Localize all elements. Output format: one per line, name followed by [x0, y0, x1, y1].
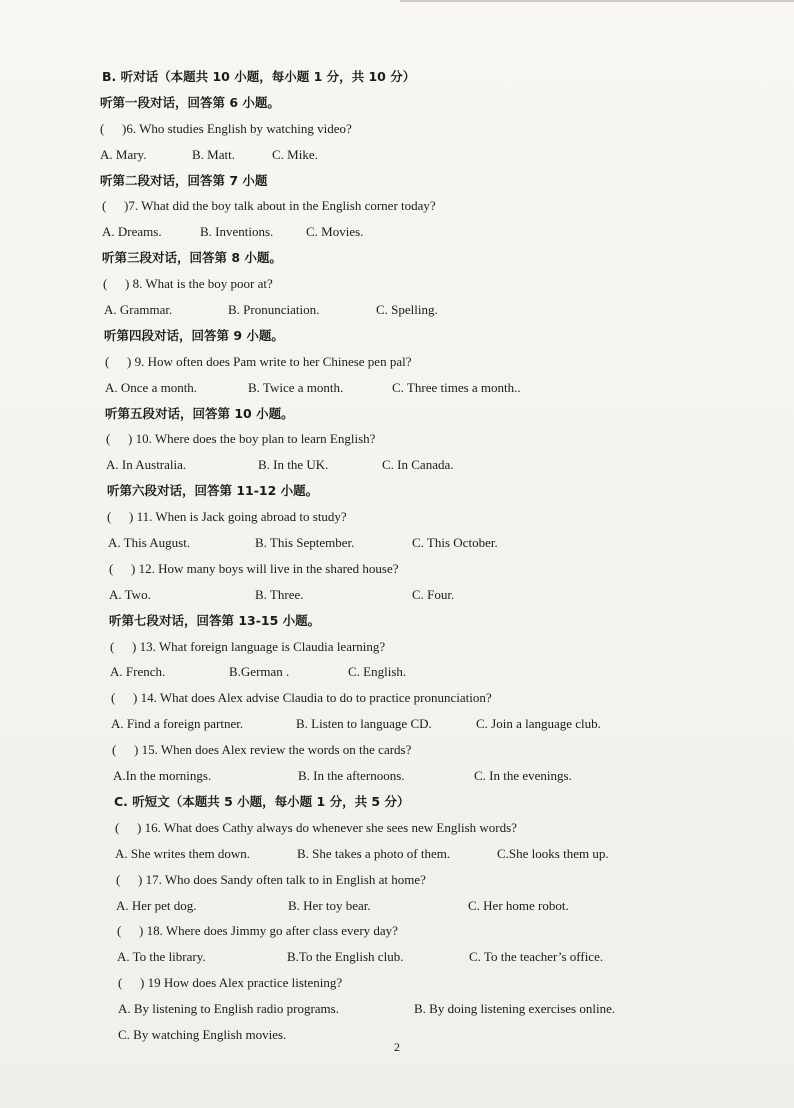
answer-option: B. By doing listening exercises online. — [414, 1001, 616, 1017]
section-heading: C. 听短文（本题共 5 小题，每小题 1 分，共 5 分） — [114, 793, 410, 809]
answer-blank[interactable]: ( — [118, 975, 123, 991]
scan-edge-line — [400, 0, 794, 2]
answer-option: B. Pronunciation. — [228, 302, 320, 318]
answer-option: B. In the afternoons. — [298, 768, 405, 784]
answer-options — [117, 944, 660, 970]
section-heading: 听第四段对话，回答第 9 小题。 — [104, 327, 284, 343]
question-text: ) 16. What does Cathy always do whenever she sees new English words? — [137, 819, 517, 835]
question-text: ) 10. Where does the boy plan to learn English? — [128, 431, 376, 447]
answer-blank[interactable]: ( — [105, 353, 110, 369]
question-stem — [111, 685, 660, 711]
answer-option: C. Three times a month.. — [392, 379, 521, 395]
answer-blank[interactable]: ( — [109, 560, 114, 576]
section-heading: B. 听对话（本题共 10 小题，每小题 1 分，共 10 分） — [102, 69, 416, 84]
answer-option: B. Her toy bear. — [288, 897, 371, 913]
answer-blank[interactable]: ( — [111, 690, 116, 706]
section-heading: 听第三段对话，回答第 8 小题。 — [102, 250, 282, 266]
page-number: 2 — [394, 1040, 400, 1054]
answer-options — [116, 893, 660, 919]
answer-option: C. To the teacher’s office. — [469, 949, 604, 965]
answer-option: C. In the evenings. — [474, 768, 572, 784]
section-heading: 听第五段对话，回答第 10 小题。 — [105, 405, 294, 421]
question-stem — [103, 271, 660, 297]
answer-option: B. This September. — [255, 535, 355, 551]
answer-option: C. Spelling. — [376, 302, 438, 318]
answer-option: A. Her pet dog. — [116, 897, 197, 913]
answer-option: A. Find a foreign partner. — [111, 716, 244, 732]
answer-option: C. Join a language club. — [476, 716, 601, 732]
answer-option: A. Dreams. — [102, 224, 162, 240]
answer-options — [108, 530, 660, 556]
listening-section — [100, 64, 660, 1048]
answer-option: C.She looks them up. — [497, 845, 609, 861]
question-text: ) 18. Where does Jimmy go after class every day? — [139, 923, 398, 939]
question-stem — [102, 193, 660, 219]
answer-option: C. This October. — [412, 535, 498, 551]
answer-option: C. Mike. — [272, 146, 318, 162]
answer-option: B. Matt. — [192, 146, 235, 162]
question-stem — [112, 737, 660, 763]
question-stem — [116, 867, 660, 893]
answer-options — [118, 996, 660, 1022]
answer-option: A.In the mornings. — [113, 768, 212, 784]
answer-option: B.To the English club. — [287, 949, 404, 965]
section-heading: 听第二段对话，回答第 7 小题 — [100, 172, 268, 188]
answer-blank[interactable]: ( — [103, 276, 108, 292]
answer-option: C. English. — [348, 664, 407, 680]
section-heading: 听第一段对话，回答第 6 小题。 — [100, 94, 280, 110]
answer-options — [110, 659, 660, 685]
answer-option: C. By watching English movies. — [118, 1026, 287, 1042]
answer-blank[interactable]: ( — [117, 923, 122, 939]
answer-option: C. Four. — [412, 586, 455, 602]
answer-option: B. She takes a photo of them. — [297, 845, 451, 861]
section-heading: 听第六段对话，回答第 11-12 小题。 — [107, 483, 319, 499]
answer-blank[interactable]: ( — [112, 742, 117, 758]
answer-option: A. Grammar. — [104, 302, 173, 318]
answer-options — [105, 375, 660, 401]
answer-options — [102, 219, 660, 245]
question-stem — [117, 918, 660, 944]
answer-option: A. By listening to English radio programs. — [118, 1001, 339, 1017]
question-stem — [106, 426, 660, 452]
section-heading: 听第七段对话，回答第 13-15 小题。 — [109, 612, 321, 628]
answer-option: A. Two. — [109, 586, 151, 602]
answer-option: A. This August. — [108, 535, 191, 551]
answer-option: A. She writes them down. — [115, 845, 251, 861]
answer-options — [111, 711, 660, 737]
question-text: ) 17. Who does Sandy often talk to in English at home? — [138, 871, 426, 887]
answer-options — [106, 452, 660, 478]
answer-blank[interactable]: ( — [100, 120, 105, 136]
question-text: )7. What did the boy talk about in the English corner today? — [124, 198, 436, 214]
answer-options — [100, 142, 660, 168]
question-text: ) 11. When is Jack going abroad to study? — [129, 509, 347, 525]
answer-blank[interactable]: ( — [110, 638, 115, 654]
answer-blank[interactable]: ( — [115, 819, 120, 835]
question-stem — [115, 815, 660, 841]
question-text: ) 9. How often does Pam write to her Chinese pen pal? — [127, 353, 412, 369]
answer-options — [104, 297, 660, 323]
question-stem — [118, 970, 660, 996]
answer-blank[interactable]: ( — [102, 198, 107, 214]
question-stem — [107, 504, 660, 530]
answer-option: B. In the UK. — [258, 457, 329, 473]
question-stem — [100, 116, 660, 142]
question-text: ) 13. What foreign language is Claudia learning? — [132, 638, 386, 654]
answer-blank[interactable]: ( — [106, 431, 111, 447]
answer-option: B. Three. — [255, 586, 304, 602]
answer-option: A. Mary. — [100, 146, 147, 162]
answer-option: B. Inventions. — [200, 224, 274, 240]
answer-option: A. Once a month. — [105, 379, 198, 395]
question-text: ) 15. When does Alex review the words on the cards? — [134, 742, 412, 758]
answer-option: B. Twice a month. — [248, 379, 344, 395]
answer-option: A. French. — [110, 664, 166, 680]
answer-option: C. In Canada. — [382, 457, 454, 473]
question-stem — [105, 349, 660, 375]
question-text: ) 19 How does Alex practice listening? — [140, 975, 343, 991]
answer-options — [115, 841, 660, 867]
answer-blank[interactable]: ( — [107, 509, 112, 525]
answer-blank[interactable]: ( — [116, 871, 121, 887]
answer-option: A. To the library. — [117, 949, 206, 965]
question-stem — [109, 556, 660, 582]
question-text: ) 14. What does Alex advise Claudia to do to practice pronunciation? — [133, 690, 492, 706]
answer-options — [113, 763, 660, 789]
question-text: ) 8. What is the boy poor at? — [125, 276, 273, 292]
answer-option: A. In Australia. — [106, 457, 187, 473]
answer-options — [109, 582, 660, 608]
answer-option: B. Listen to language CD. — [296, 716, 432, 732]
question-text: )6. Who studies English by watching video? — [122, 120, 352, 136]
question-stem — [110, 634, 660, 660]
answer-option: C. Her home robot. — [468, 897, 569, 913]
answer-option: C. Movies. — [306, 224, 364, 240]
question-text: ) 12. How many boys will live in the shared house? — [131, 560, 399, 576]
answer-option: B.German . — [229, 664, 290, 680]
